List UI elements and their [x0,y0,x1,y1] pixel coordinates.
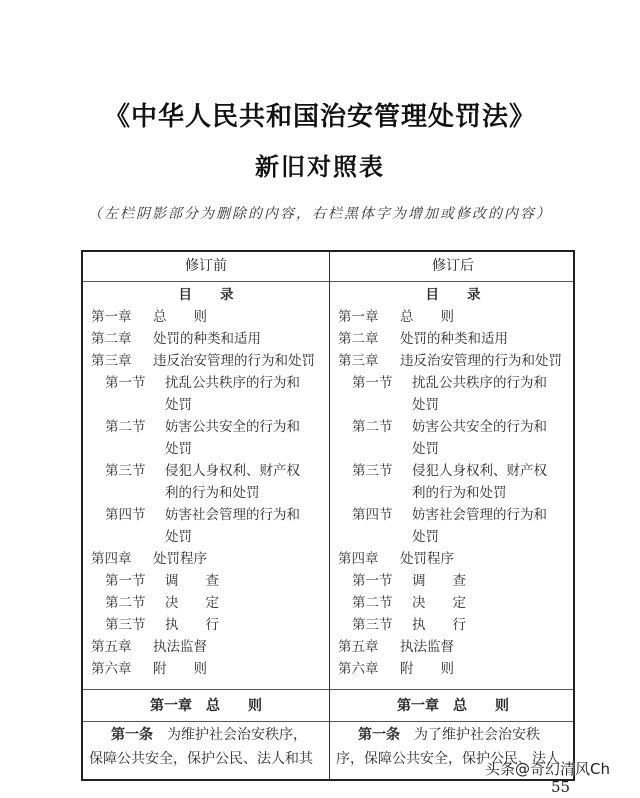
article-text: 为维护社会治安秩序， [167,727,307,743]
column-header-before: 修订前 [185,258,227,274]
document-title: 《中华人民共和国治安管理处罚法》 [103,102,536,132]
toc-item-text: 违反治安管理的行为和处罚 [400,353,562,369]
toc-item [83,394,329,416]
watermark: 头条@奇幻清风Ch [485,760,610,778]
toc-item-number: 第三章 [338,353,379,369]
toc-item [330,372,576,394]
toc-item-number: 第三节 [352,617,393,633]
toc-item [83,460,329,482]
article-label: 第一条 [111,727,153,743]
toc-item [330,306,576,328]
toc-item-number: 第三节 [352,463,393,479]
toc-item [330,438,576,460]
toc-item-number: 第四节 [352,507,393,523]
article-label: 第一条 [358,727,400,743]
toc-item-number: 第一节 [352,573,393,589]
toc-before [83,284,329,680]
toc-item-number: 第二节 [105,595,146,611]
toc-title-char: 录 [467,287,481,303]
toc-item [330,394,576,416]
toc-item-number: 第四节 [105,507,146,523]
toc-after [330,284,576,680]
comparison-table [81,250,575,781]
toc-item [330,658,576,680]
toc-item [330,328,576,350]
toc-item [83,350,329,372]
toc-item [83,570,329,592]
article-text: 保障公共安全，保护公民、法人和其 [89,751,313,767]
toc-item-text: 侵犯人身权利、财产权 [165,463,300,479]
toc-item-number: 第五章 [338,639,379,655]
document-subtitle: 新旧对照表 [255,152,385,181]
toc-item-text: 执法监督 [153,639,207,655]
toc-item-number: 第二章 [91,331,132,347]
toc-item-text: 处罚程序 [400,551,454,567]
chapter-heading-before: 第一章 总 则 [150,698,262,714]
toc-item-number: 第一章 [91,309,132,325]
toc-item [330,350,576,372]
toc-item-text: 扰乱公共秩序的行为和 [412,375,547,391]
toc-item-text: 处罚程序 [153,551,207,567]
toc-title-char: 目 [178,287,192,303]
toc-item [83,372,329,394]
toc-item-text: 处罚的种类和适用 [400,331,508,347]
toc-item-number: 第一节 [352,375,393,391]
toc-item [83,614,329,636]
toc-item-text: 妨害公共安全的行为和 [412,419,547,435]
toc-item-text: 扰乱公共秩序的行为和 [165,375,300,391]
toc-item-text: 附 则 [400,661,454,677]
toc-title-char: 目 [425,287,439,303]
toc-item-text: 附 则 [153,661,207,677]
toc-item [330,504,576,526]
toc-item-text: 处罚 [412,441,439,457]
toc-item-number: 第二节 [352,419,393,435]
toc-item [330,570,576,592]
chapter-heading-after: 第一章 总 则 [397,698,509,714]
toc-item [330,482,576,504]
toc-title-char: 录 [220,287,234,303]
toc-item-text: 处罚 [412,397,439,413]
toc-item-number: 第一节 [105,573,146,589]
toc-item-text: 决 定 [165,595,219,611]
toc-item-text: 侵犯人身权利、财产权 [412,463,547,479]
toc-item-text: 处罚 [165,441,192,457]
toc-item-number: 第二章 [338,331,379,347]
toc-item [83,548,329,570]
toc-item-number: 第三章 [91,353,132,369]
toc-item-text: 执法监督 [400,639,454,655]
toc-item [330,526,576,548]
toc-item-text: 总 则 [400,309,454,325]
toc-item-number: 第三节 [105,463,146,479]
toc-item [83,592,329,614]
toc-item-text: 执 行 [412,617,466,633]
toc-item [83,636,329,658]
toc-item [83,658,329,680]
toc-item-number: 第四章 [338,551,379,567]
toc-item [83,438,329,460]
toc-item [330,592,576,614]
toc-item-text: 总 则 [153,309,207,325]
toc-item-number: 第四章 [91,551,132,567]
toc-item [83,306,329,328]
article-text: 为了维护社会治安秩 [414,727,540,743]
toc-title [330,284,576,306]
toc-item [330,416,576,438]
toc-item-number: 第三节 [105,617,146,633]
toc-item-number: 第六章 [91,661,132,677]
toc-item-text: 违反治安管理的行为和处罚 [153,353,315,369]
toc-title [83,284,329,306]
toc-item-text: 妨害社会管理的行为和 [412,507,547,523]
toc-item-text: 利的行为和处罚 [412,485,507,501]
toc-item-text: 执 行 [165,617,219,633]
toc-item-text: 利的行为和处罚 [165,485,260,501]
toc-item-number: 第六章 [338,661,379,677]
page-number: 55 [551,778,571,796]
toc-item [330,636,576,658]
toc-item-text: 妨害公共安全的行为和 [165,419,300,435]
toc-item-text: 处罚 [165,397,192,413]
toc-rows [330,306,576,680]
toc-rows [83,306,329,680]
column-header-after: 修订后 [432,258,474,274]
toc-item [83,416,329,438]
document-note: （左栏阴影部分为删除的内容，右栏黑体字为增加或修改的内容） [88,206,552,222]
toc-item-text: 决 定 [412,595,466,611]
toc-item-number: 第二节 [352,595,393,611]
toc-item [83,328,329,350]
toc-item-text: 处罚的种类和适用 [153,331,261,347]
toc-item-text: 处罚 [165,529,192,545]
article-before [83,723,329,771]
toc-item-number: 第一章 [338,309,379,325]
toc-item [330,460,576,482]
toc-item-text: 调 查 [165,573,219,589]
toc-item-number: 第五章 [91,639,132,655]
toc-item [330,614,576,636]
toc-item-text: 妨害社会管理的行为和 [165,507,300,523]
column-after [330,252,576,779]
toc-item [83,482,329,504]
toc-item-number: 第二节 [105,419,146,435]
toc-item-text: 调 查 [412,573,466,589]
toc-item-number: 第一节 [105,375,146,391]
column-before [83,252,329,779]
toc-item [83,504,329,526]
article-text: 序，保障公共安全，保护公民、法人 [336,751,560,767]
toc-item-text: 处罚 [412,529,439,545]
toc-item [330,548,576,570]
toc-item [83,526,329,548]
